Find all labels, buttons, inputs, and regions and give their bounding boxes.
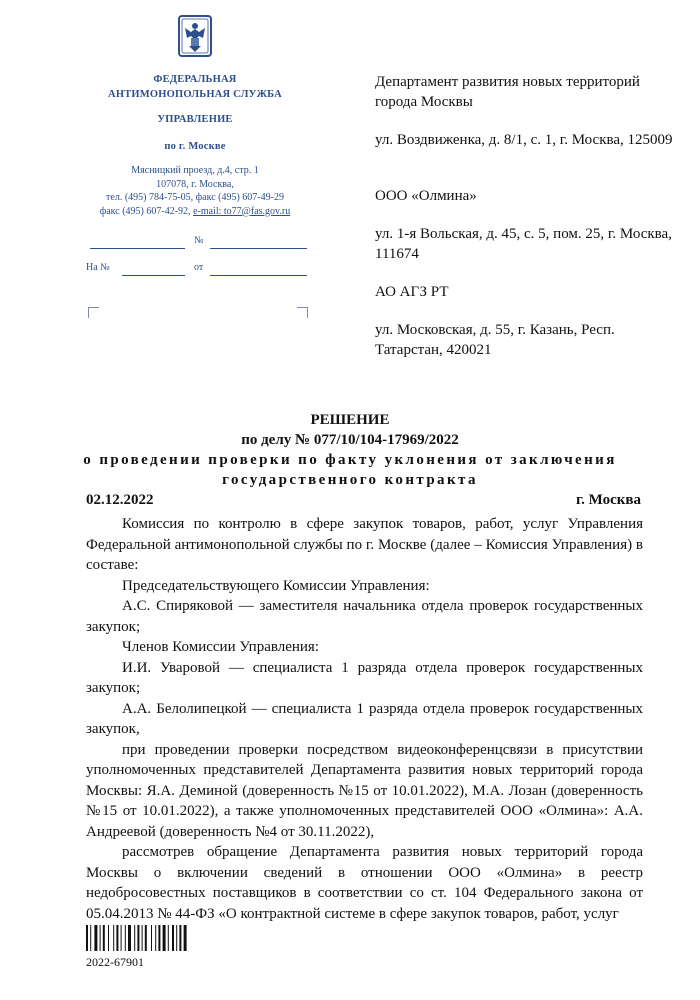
reply-number-line [122, 275, 185, 276]
barcode-bar [103, 925, 105, 951]
barcode-bar [86, 925, 88, 951]
barcode-bar [168, 925, 169, 951]
sender-letterhead [60, 72, 330, 218]
barcode-bar [158, 925, 160, 951]
date-place-row [86, 492, 641, 509]
decision-subject-line1: о проведении проверки по факту уклонения от заключения [83, 452, 617, 468]
reply-date-label: от [194, 262, 204, 273]
barcode-bar [125, 925, 126, 951]
recipient-block-3 [375, 282, 675, 360]
coat-of-arms-icon [177, 14, 213, 58]
decision-subject-line2: государственного контракта [222, 472, 478, 488]
body-paragraph: А.А. Белолипецкой — специалиста 1 разряда отдела проверок государственных закупок, [86, 700, 643, 737]
sender-fax: факс (495) 607-42-92, [99, 205, 194, 217]
case-number: по делу № 077/10/104-17969/2022 [241, 432, 459, 448]
agency-name-line1: ФЕДЕРАЛЬНАЯ [153, 74, 237, 85]
recipient-block-2 [375, 186, 675, 264]
decision-body [86, 514, 643, 924]
outgoing-date-line [90, 248, 185, 249]
barcode-bar [134, 925, 135, 951]
barcode-bar [121, 925, 122, 951]
body-paragraph: И.И. Уваровой — специалиста 1 разряда отдела проверок государственных закупок; [86, 659, 643, 696]
outgoing-number-label: № [194, 235, 204, 246]
barcode-bar [137, 925, 139, 951]
decision-heading [60, 410, 640, 490]
recipient-name: ООО «Олмина» [375, 188, 477, 204]
reply-date-line [210, 275, 307, 276]
barcode-bar [108, 925, 109, 951]
body-paragraph: Членов Комиссии Управления: [122, 639, 319, 655]
reply-number-label: На № [86, 262, 110, 273]
barcode-bar [155, 925, 156, 951]
recipient-address: ул. 1-я Вольская, д. 45, с. 5, пом. 25, г. Москва, 111674 [375, 226, 672, 262]
recipient-address: ул. Воздвиженка, д. 8/1, с. 1, г. Москва, 125009 [375, 132, 673, 148]
corner-mark-left [88, 307, 99, 318]
barcode-bar [94, 925, 97, 951]
barcode-icon [86, 925, 236, 951]
body-paragraph: Комиссия по контролю в сфере закупок товаров, работ, услуг Управления Федеральной антимонопольной службы по г. Москве (далее – Комиссия Управления) в составе: [86, 516, 643, 573]
body-paragraph: А.С. Спиряковой — заместителя начальника отдела проверок государственных закупок; [86, 598, 643, 635]
corner-mark-right [297, 307, 308, 318]
recipient-address: ул. Московская, д. 55, г. Казань, Респ. Татарстан, 420021 [375, 322, 615, 358]
body-paragraph: при проведении проверки посредством видеоконференцсвязи в присутствии уполномоченных представителей Департамента развития новых территорий города Москвы: Я.А. Деминой (доверенность №15 от 10.01.2022), М.А. Лозан (доверенность №15 от 10.01.2022), а также уполномоченных представителей ООО «Олмина»: А.А. Андреевой (доверенность №4 от 30.11.2022), [86, 741, 643, 840]
sender-phone: тел. (495) 784-75-05, факс (495) 607-49-29 [106, 192, 284, 203]
barcode-bar [172, 925, 174, 951]
outgoing-number-line [210, 248, 307, 249]
body-paragraph: Председательствующего Комиссии Управления: [122, 577, 430, 594]
barcode-bar [142, 925, 143, 951]
decision-date: 02.12.2022 [86, 492, 154, 508]
decision-place: г. Москва [576, 492, 641, 508]
barcode-bar [163, 925, 166, 951]
agency-name-line2: АНТИМОНОПОЛЬНАЯ СЛУЖБА [108, 89, 282, 100]
sender-address-line1: Мясницкий проезд, д.4, стр. 1 [131, 165, 259, 176]
barcode-bar [176, 925, 177, 951]
sender-email-link[interactable]: e-mail: to77@fas.gov.ru [193, 205, 291, 217]
barcode-bar [128, 925, 131, 951]
department-city: по г. Москве [164, 141, 226, 152]
recipient-block-1 [375, 72, 675, 150]
sender-address-line2: 107078, г. Москва, [156, 178, 234, 190]
body-paragraph: рассмотрев обращение Департамента развития новых территорий города Москвы о включении сведений в отношении ООО «Олмина» в реестр недобросовестных поставщиков в соответствии со ст. 104 Федерального закона от 05.04.2013 № 44-ФЗ «О контрактной системе в сфере закупок товаров, работ, услуг [86, 844, 643, 922]
barcode-number: 2022-67901 [86, 955, 144, 969]
barcode-bar [113, 925, 114, 951]
barcode-bar [179, 925, 181, 951]
decision-title: РЕШЕНИЕ [310, 412, 390, 428]
barcode-bar [145, 925, 147, 951]
barcode-bar [184, 925, 187, 951]
barcode-bar [100, 925, 101, 951]
barcode-bar [151, 925, 152, 951]
recipient-name: АО АГЗ РТ [375, 284, 449, 300]
recipient-name: Департамент развития новых территорий города Москвы [375, 74, 640, 110]
barcode-bar [90, 925, 91, 951]
sender-fax-email [60, 205, 330, 219]
department-name: УПРАВЛЕНИЕ [157, 114, 233, 125]
barcode-bar [116, 925, 118, 951]
